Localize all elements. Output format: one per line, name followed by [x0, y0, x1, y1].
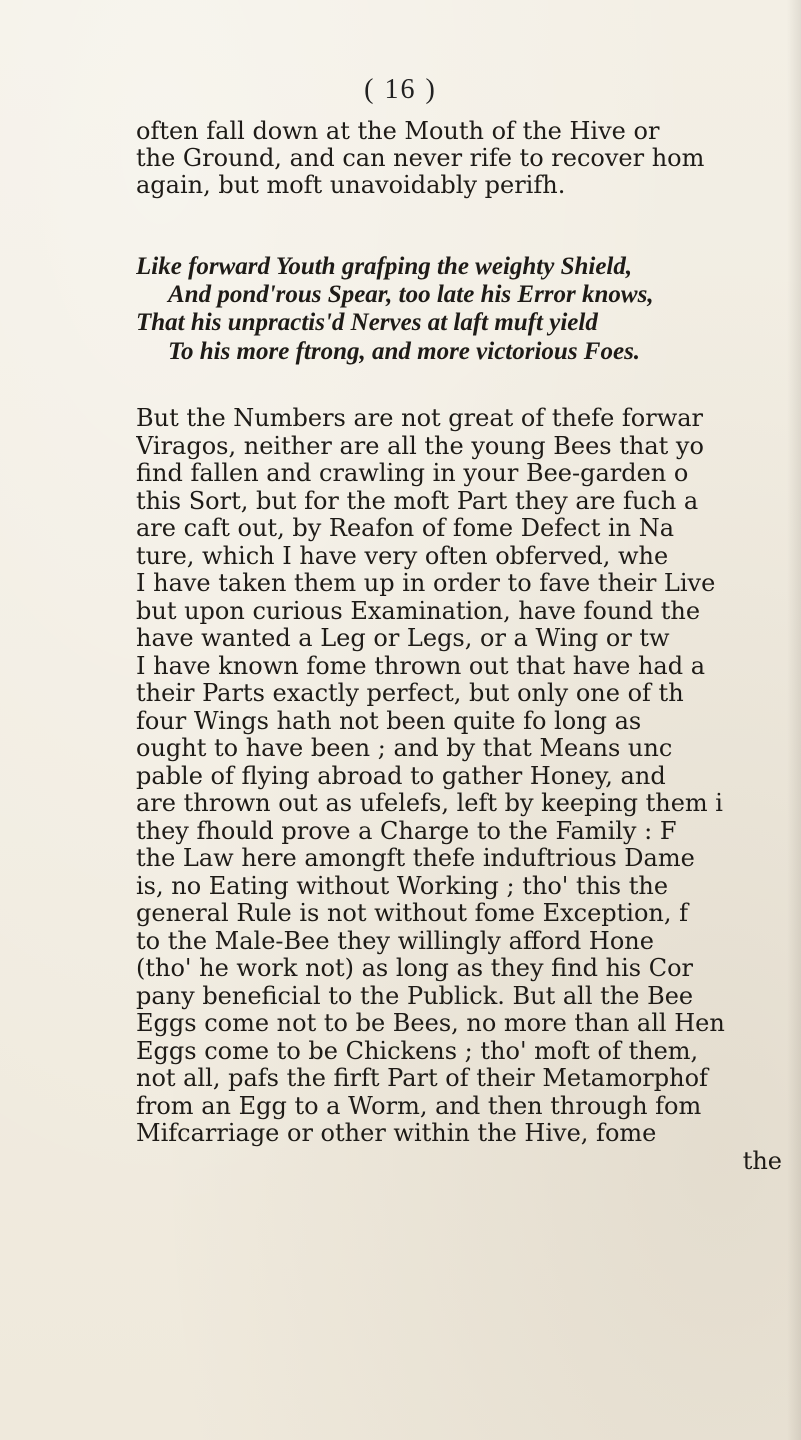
- text-line: general Rule is not without fome Exception, f: [136, 899, 688, 927]
- text-line: are thrown out as ufelefs, left by keeping them i: [136, 789, 723, 817]
- paragraph-1: [136, 118, 796, 200]
- verse-quotation: [136, 253, 796, 366]
- text-line: they fhould prove a Charge to the Family : F: [136, 816, 677, 845]
- text-line: (tho' he work not) as long as they find his Cor: [136, 954, 694, 982]
- text-line: Mifcarriage or other within the Hive, fome: [136, 1119, 657, 1147]
- verse-line: And pond'rous Spear, too late his Error knows,: [168, 281, 654, 309]
- text-line: have wanted a Leg or Legs, or a Wing or tw: [136, 624, 670, 652]
- text-line: the Law here amongft thefe induftrious Dame: [136, 844, 695, 872]
- paragraph-2: [136, 405, 796, 1175]
- text-line: is, no Eating without Working ; tho' this the: [136, 871, 669, 900]
- text-line: their Parts exactly perfect, but only one of th: [136, 679, 684, 707]
- verse-line: To his more ftrong, and more victorious Foes.: [168, 337, 641, 365]
- text-line: this Sort, but for the moft Part they are fuch a: [136, 486, 699, 515]
- text-line: Viragos, neither are all the young Bees that yo: [136, 431, 704, 460]
- text-line: are caft out, by Reafon of fome Defect in Na: [136, 514, 675, 542]
- text-line: I have known fome thrown out that have had a: [136, 651, 706, 680]
- text-line: to the Male-Bee they willingly afford Hone: [136, 926, 654, 955]
- text-line: from an Egg to a Worm, and then through fom: [136, 1091, 702, 1120]
- text-line: the Ground, and can never rife to recover hom: [136, 144, 705, 173]
- text-line: but upon curious Examination, have found the: [136, 596, 701, 625]
- text-line: again, but moft unavoidably perifh.: [136, 171, 566, 200]
- verse-line: Like forward Youth grafping the weighty Shield,: [136, 253, 633, 280]
- text-line: pable of flying abroad to gather Honey, and: [136, 761, 666, 790]
- text-line: I have taken them up in order to fave their Live: [136, 569, 716, 597]
- verse-line: That his unpractis'd Nerves at laft muft yield: [136, 309, 598, 337]
- text-line: Eggs come not to be Bees, no more than all Hen: [136, 1009, 725, 1037]
- text-line: not all, pafs the firft Part of their Metamorphof: [136, 1064, 708, 1092]
- text-line: ought to have been ; and by that Means unc: [136, 734, 673, 762]
- text-line: often fall down at the Mouth of the Hive or: [136, 118, 660, 145]
- text-line: But the Numbers are not great of thefe forwar: [136, 405, 704, 432]
- text-line: ture, which I have very often obferved, whe: [136, 541, 669, 570]
- text-line: four Wings hath not been quite fo long as: [136, 706, 642, 735]
- page-number: ( 16 ): [364, 74, 437, 105]
- text-line: the: [742, 1146, 782, 1175]
- text-line: pany beneficial to the Publick. But all the Bee: [136, 981, 694, 1010]
- text-line: Eggs come to be Chickens ; tho' moft of them,: [136, 1036, 699, 1065]
- text-line: find fallen and crawling in your Bee-garden o: [136, 459, 689, 487]
